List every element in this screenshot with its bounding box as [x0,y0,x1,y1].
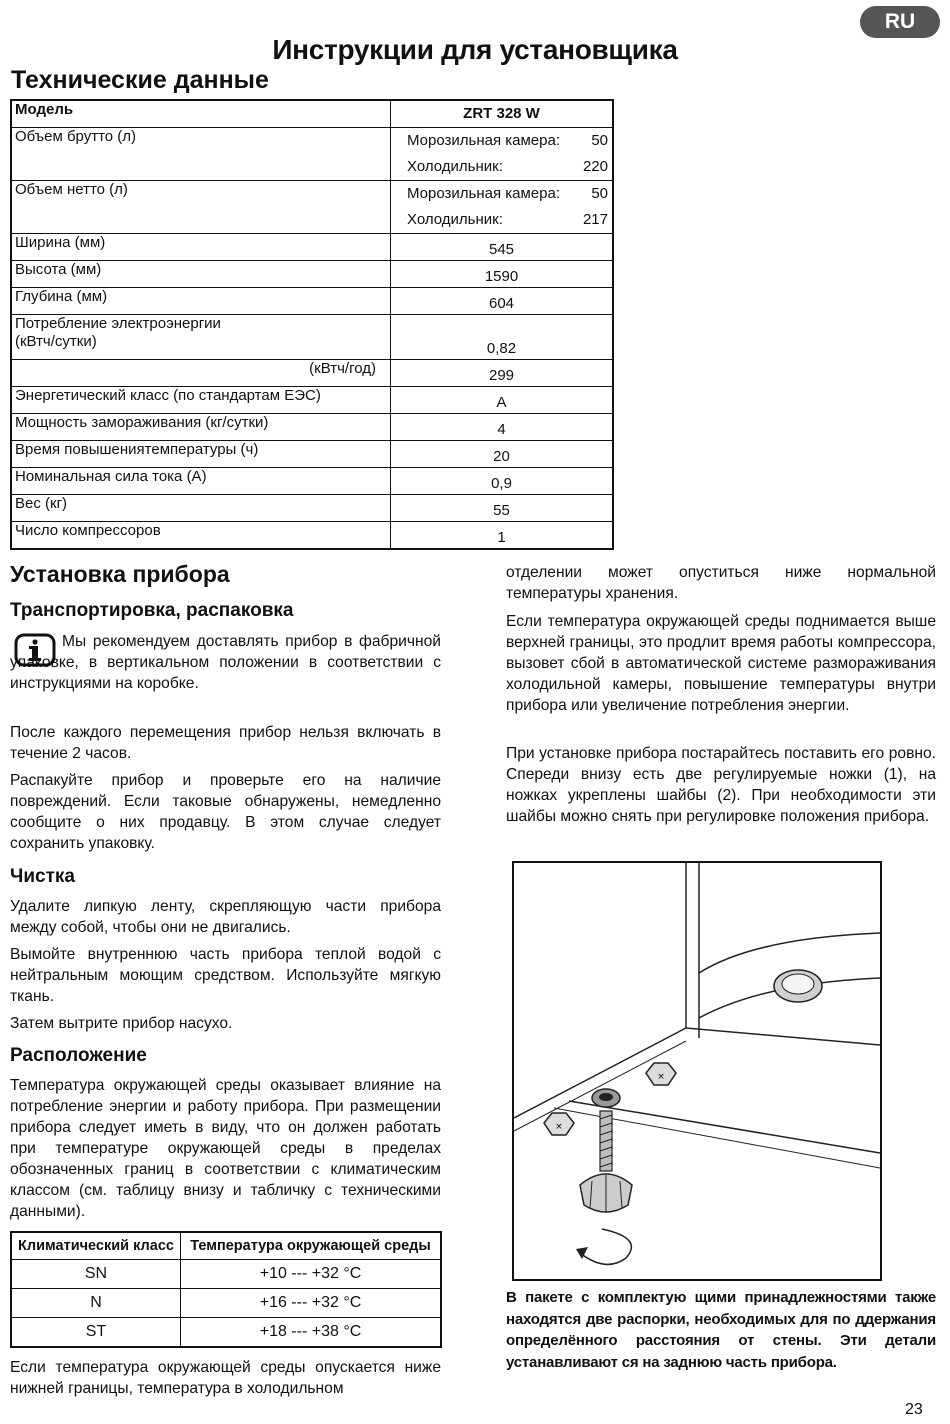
svg-text:×: × [555,1122,563,1132]
climate-class: N [11,1289,181,1318]
spec-label: Потребление электроэнергии (кВтч/сутки) [11,315,391,360]
spec-row-gross [11,128,613,181]
fridge-label: Холодильник: [407,158,503,175]
climate-row [11,1260,441,1289]
location-heading: Расположение [10,1045,147,1066]
spec-row [11,468,613,495]
climate-range: +16 --- +32 °C [181,1289,442,1318]
transport-heading: Транспортировка, распаковка [10,600,294,621]
spec-row [11,441,613,468]
spec-value: 55 [391,495,614,522]
spec-label: Объем брутто (л) [11,128,391,181]
spec-row [11,414,613,441]
spec-label: Высота (мм) [11,261,391,288]
spec-label: (кВтч/год) [11,360,391,387]
spec-row [11,495,613,522]
climate-range: +18 --- +38 °C [181,1318,442,1348]
spec-label: Номинальная сила тока (A) [11,468,391,495]
spec-value: A [391,387,614,414]
climate-row [11,1318,441,1348]
accessories-note: В пакете с комплектую щими принадлежностями также находятся две распорки, необходимых для по ддержания определённого расстояния от стены. Эти детали устанавливают ся на заднюю часть прибора. [506,1289,936,1371]
cleaning-heading: Чистка [10,866,75,887]
install-heading: Установка прибора [10,561,230,587]
spec-label: Время повышениятемпературы (ч) [11,441,391,468]
spec-header-value: ZRT 328 W [391,100,614,128]
page-number: 23 [905,1401,923,1418]
spec-label: Мощность замораживания (кг/сутки) [11,414,391,441]
spec-row [11,522,613,550]
transport-paragraph-3: Распакуйте прибор и проверьте его на наличие повреждений. Если таковые обнаружены, немедленно сообщите о них продавцу. В этом случае следует сохранить упаковку. [10,772,441,852]
spec-label: Вес (кг) [11,495,391,522]
climate-col-class: Климатический класс [11,1232,181,1260]
tech-data-heading: Технические данные [11,66,269,94]
spec-row-net [11,181,613,234]
fridge-value: 220 [582,158,608,175]
spec-row [11,387,613,414]
climate-class: SN [11,1260,181,1289]
cleaning-paragraph-1: Удалите липкую ленту, скрепляющую части прибора между собой, чтобы они не двигались. [10,898,441,936]
right-paragraph-1: отделении может опуститься ниже нормальной температуры хранения. [506,564,936,602]
spec-value [391,181,614,234]
climate-range: +10 --- +32 °C [181,1260,442,1289]
fridge-value: 217 [582,211,608,228]
spec-row [11,234,613,261]
climate-class: ST [11,1318,181,1348]
cleaning-paragraph-3: Затем вытрите прибор насухо. [10,1015,233,1032]
spec-value: 0,9 [391,468,614,495]
right-paragraph-2: Если температура окружающей среды поднимается выше верхней границы, это продлит время работы компрессора, вызовет сбой в автоматической системе размораживания холодильной камеры, повышение температуры внутри прибора или увеличение потребления энергии. [506,613,936,714]
freezer-value: 50 [591,185,608,202]
cleaning-paragraph-2: Вымойте внутреннюю часть прибора теплой водой с нейтральным моющим средством. Используйте мягкую ткань. [10,946,441,1005]
adjustable-feet-illustration [512,861,882,1281]
spec-label: Глубина (мм) [11,288,391,315]
spec-label: Объем нетто (л) [11,181,391,234]
location-paragraph-1: Температура окружающей среды оказывает влияние на потребление энергии и работу прибора. При размещении прибора следует иметь в виду, что он должен работать при температуре окружающей среды в пределах обозначенных границ в соответствии с климатическим классом (см. таблицу внизу и табличку с техническими данными). [10,1077,441,1220]
spec-value: 4 [391,414,614,441]
spec-value: 299 [391,360,614,387]
spec-value: 1 [391,522,614,550]
spec-value: 545 [391,234,614,261]
transport-paragraph-1: Мы рекомендуем доставлять прибор в фабричной упаковке, в вертикальном положении в соответствии с инструкциями на коробке. [10,633,441,692]
spec-header-row [11,100,613,128]
language-badge: RU [860,6,940,38]
spec-value: 0,82 [391,315,614,360]
spec-row [11,261,613,288]
climate-table [10,1231,442,1348]
right-paragraph-3: При установке прибора постарайтесь поставить его ровно. Спереди внизу есть две регулируемые ножки (1), на ножках укреплены шайбы (2). При необходимости эти шайбы можно снять при регулировке положения прибора. [506,745,936,825]
svg-text:×: × [657,1072,665,1082]
climate-row [11,1289,441,1318]
spec-header-label: Модель [11,100,391,128]
freezer-label: Морозильная камера: [407,185,561,202]
fridge-label: Холодильник: [407,211,503,228]
freezer-value: 50 [591,132,608,149]
spec-value: 1590 [391,261,614,288]
spec-row-energy-year [11,360,613,387]
page-title: Инструкции для установщика [272,34,678,65]
spec-value: 604 [391,288,614,315]
spec-label: Ширина (мм) [11,234,391,261]
spec-value [391,128,614,181]
spec-value: 20 [391,441,614,468]
spec-label: Число компрессоров [11,522,391,550]
climate-col-temp: Температура окружающей среды [181,1232,442,1260]
spec-table [10,99,614,550]
climate-header-row [11,1232,441,1260]
spec-label: Энергетический класс (по стандартам ЕЭС) [11,387,391,414]
spec-row [11,288,613,315]
freezer-label: Морозильная камера: [407,132,561,149]
spec-row-energy [11,315,613,360]
location-paragraph-2: Если температура окружающей среды опускается ниже нижней границы, температура в холодильном [10,1359,441,1397]
transport-paragraph-2: После каждого перемещения прибор нельзя включать в течение 2 часов. [10,724,441,762]
